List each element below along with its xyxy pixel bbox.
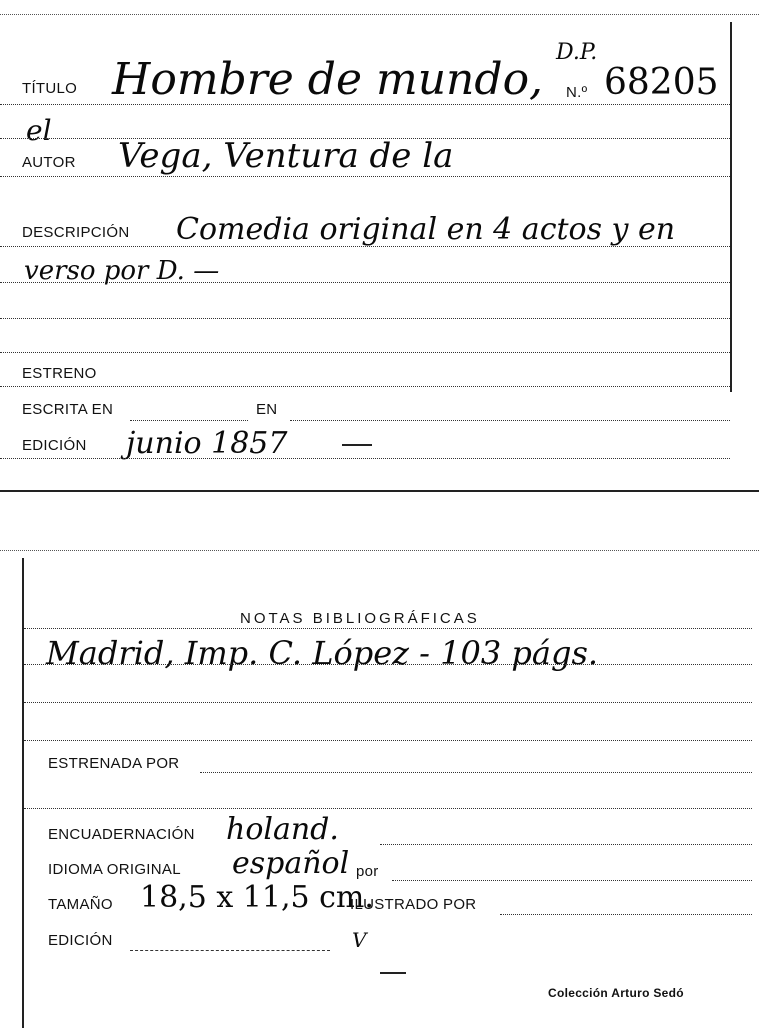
- card1-bottom-edge: [0, 490, 759, 492]
- num-label: N.º: [566, 84, 588, 101]
- estrenada-label: ESTRENADA POR: [48, 755, 180, 772]
- edicion-value: junio 1857: [126, 426, 288, 461]
- edicion-label: EDICIÓN: [22, 437, 87, 454]
- right-border: [730, 22, 732, 392]
- en-label: EN: [256, 401, 278, 418]
- num-note: D.P.: [556, 40, 598, 65]
- ilustrado-label: ILUSTRADO POR: [350, 896, 477, 913]
- pen-stroke: [380, 972, 406, 974]
- estreno-label: ESTRENO: [22, 365, 97, 382]
- encuadernacion-label: ENCUADERNACIÓN: [48, 826, 195, 843]
- catalog-card-back: [0, 540, 759, 1028]
- autor-value: Vega, Ventura de la: [118, 136, 454, 176]
- coleccion-credit: Colección Arturo Sedó: [548, 986, 684, 1000]
- notas-value: Madrid, Imp. C. López - 103 págs.: [46, 634, 599, 672]
- autor-label: AUTOR: [22, 154, 76, 171]
- tamano-label: TAMAÑO: [48, 896, 113, 913]
- descripcion-value-2: verso por D. —: [24, 256, 220, 286]
- encuadernacion-value: holand.: [226, 812, 339, 847]
- top-edge: [0, 550, 759, 551]
- num-value: 68205: [604, 62, 719, 103]
- titulo-cont: el: [26, 114, 52, 147]
- top-edge: [0, 14, 759, 15]
- descripcion-label: DESCRIPCIÓN: [22, 224, 130, 241]
- escrita-label: ESCRITA EN: [22, 401, 114, 418]
- titulo-label: TÍTULO: [22, 80, 78, 97]
- descripcion-value: Comedia original en 4 actos y en: [176, 212, 676, 247]
- idioma-value: español: [232, 846, 350, 881]
- tamano-value: 18,5 x 11,5 cm.: [140, 880, 374, 915]
- pen-stroke: [342, 444, 372, 446]
- edicion-label: EDICIÓN: [48, 932, 113, 949]
- edicion-mark: V: [352, 928, 367, 952]
- notas-title: NOTAS BIBLIOGRÁFICAS: [240, 610, 480, 627]
- por-label: por: [356, 863, 379, 880]
- titulo-value: Hombre de mundo,: [112, 54, 544, 105]
- idioma-label: IDIOMA ORIGINAL: [48, 861, 181, 878]
- catalog-card-front: [0, 0, 759, 500]
